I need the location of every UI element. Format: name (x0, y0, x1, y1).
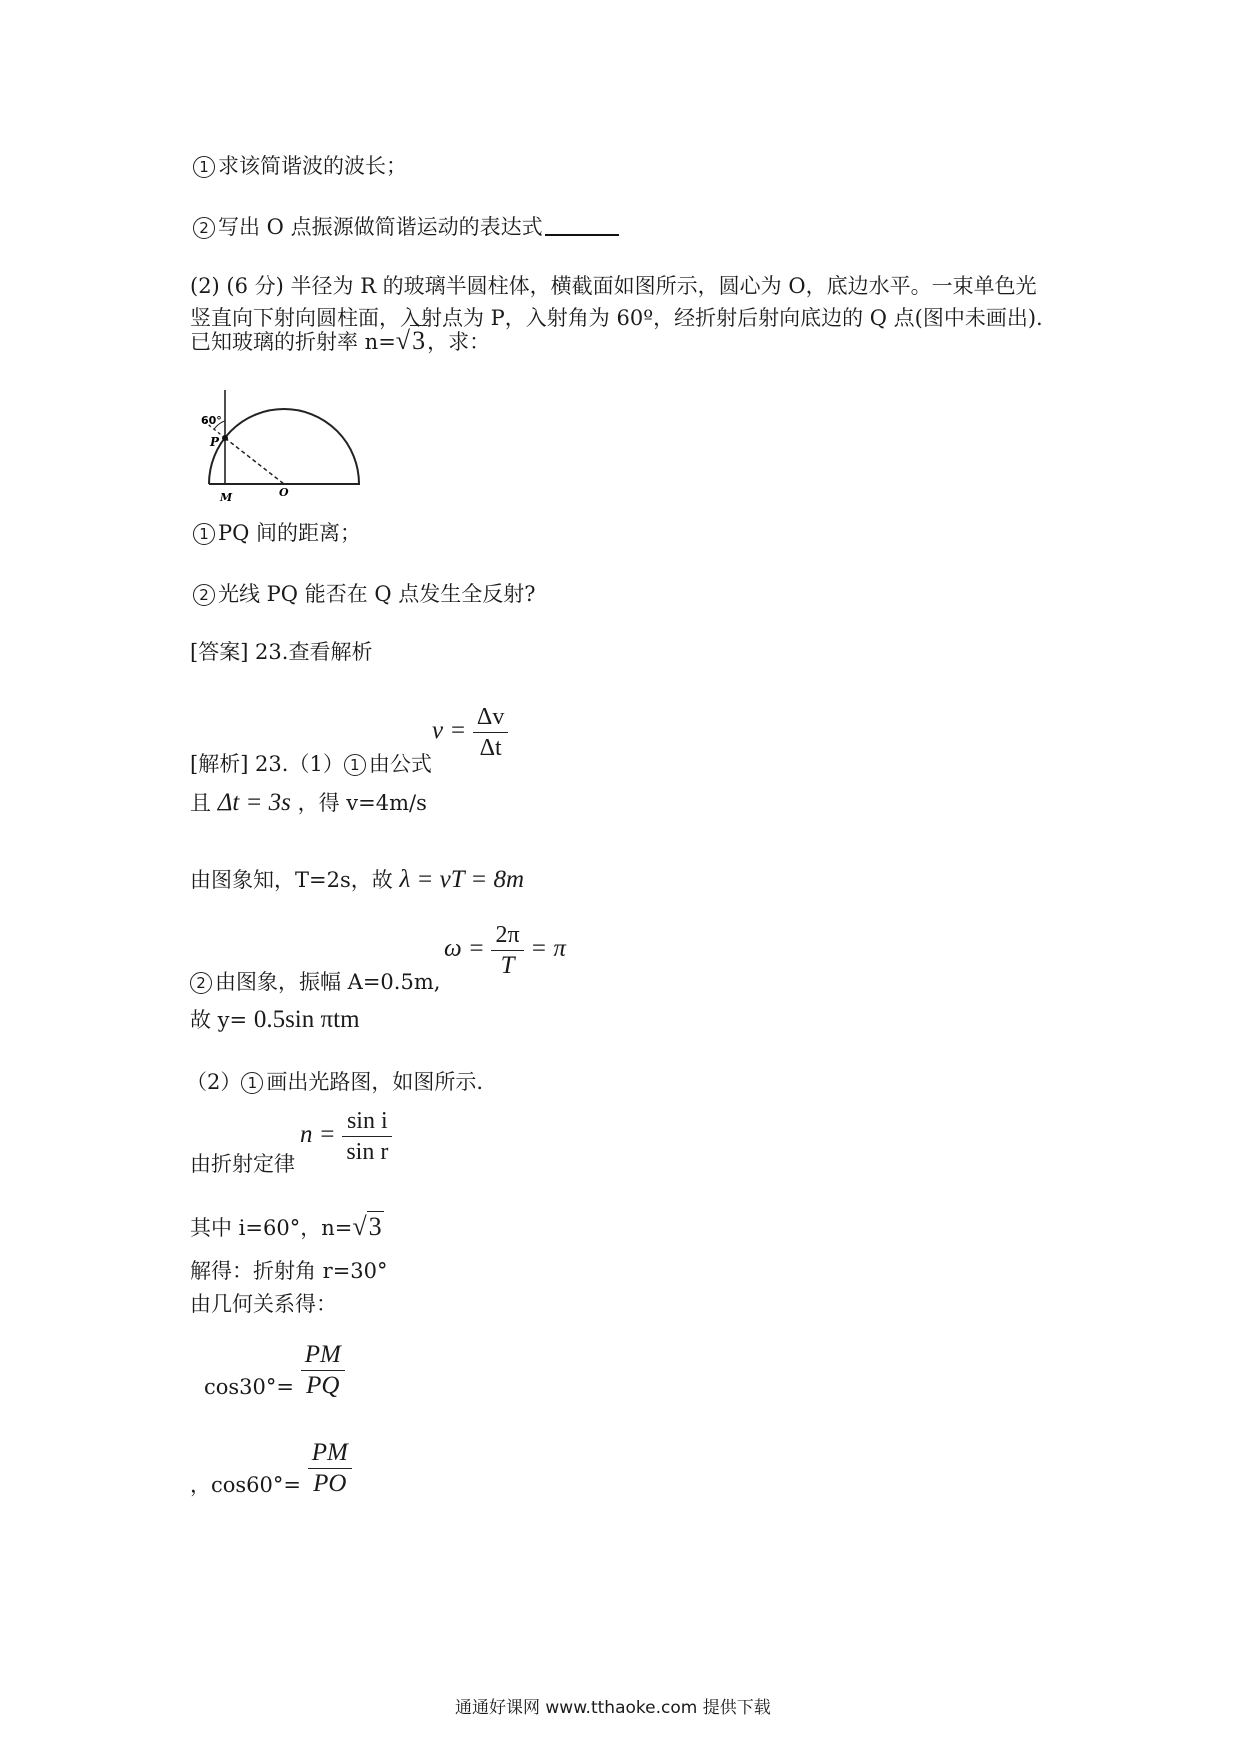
solution-line-1: [解析] 23.（1） 1 由公式 (190, 752, 432, 776)
angle-label: 60° (201, 414, 222, 427)
solution-line-4: 2 由图象，振幅 A=0.5m, (190, 966, 440, 996)
formula-cos30: cos30°= $\frac{PM}{PQ}$ (204, 1340, 345, 1401)
semicircle-arc (209, 409, 359, 484)
sqrt-3: √3 (395, 326, 426, 355)
circled-number: 2 (193, 584, 215, 606)
formula-v: v = $\frac{\Delta v}{\Delta t}$ (432, 702, 508, 763)
answer-blank (545, 216, 619, 236)
q1-item-1: 1 求该简谐波的波长； (193, 150, 407, 180)
circled-number: 2 (193, 217, 215, 239)
solution-line-7: 由折射定律 (190, 1152, 295, 1176)
answer-line: [答案] 23.查看解析 (190, 640, 373, 664)
q1-item-2: 2 写出 O 点振源做简谐运动的表达式 (193, 211, 619, 241)
label-o: O (279, 486, 289, 499)
solution-line-3: 由图象知，T=2s，故 λ = vT = 8m (190, 866, 525, 893)
q2-line-3: 已知玻璃的折射率 n=√3，求： (190, 326, 491, 355)
normal-line (225, 438, 284, 484)
solution-line-8: 其中 i=60°，n=√3 (190, 1212, 382, 1241)
circled-number: 1 (193, 523, 215, 545)
formula-omega: ω = $\frac{2\pi}{T}$ = π (444, 922, 566, 979)
label-m: M (220, 491, 233, 504)
solution-line-5: 故 y= 0.5sin πtm (190, 1006, 360, 1033)
solution-line-10: 由几何关系得： (190, 1292, 337, 1316)
circled-number: 1 (344, 754, 366, 776)
circled-number: 2 (190, 972, 212, 994)
label-p: P (210, 435, 220, 449)
solution-line-2: 且 Δt = 3s ，得 v=4m/s (190, 789, 427, 816)
formula-cos60: ，cos60°= $\frac{PM}{PO}$ (190, 1438, 352, 1499)
circled-number: 1 (193, 156, 215, 178)
formula-n: n = $\frac{\text{sin i}}{\text{sin r}}$ (300, 1106, 392, 1167)
circled-number: 1 (241, 1072, 263, 1094)
q2-line-1: (2) (6 分) 半径为 R 的玻璃半圆柱体，横截面如图所示，圆心为 O，底边水平。一束单色光 (190, 274, 1037, 298)
solution-line-6: （2） 1 画出光路图，如图所示. (186, 1070, 484, 1094)
semicircle-diagram (195, 388, 375, 508)
footer-text: 通通好课网 www.tthaoke.com 提供下载 (455, 1698, 771, 1718)
q2-item-1: 1 PQ 间的距离； (193, 517, 361, 547)
solution-line-9: 解得：折射角 r=30° (190, 1259, 388, 1283)
point-p (222, 435, 228, 441)
sqrt-3: √3 (352, 1212, 382, 1241)
q2-item-2: 2 光线 PQ 能否在 Q 点发生全反射? (193, 578, 536, 608)
q2-line-2: 竖直向下射向圆柱面，入射点为 P，入射角为 60º，经折射后射向底边的 Q 点(图中未画出). (190, 306, 1043, 330)
